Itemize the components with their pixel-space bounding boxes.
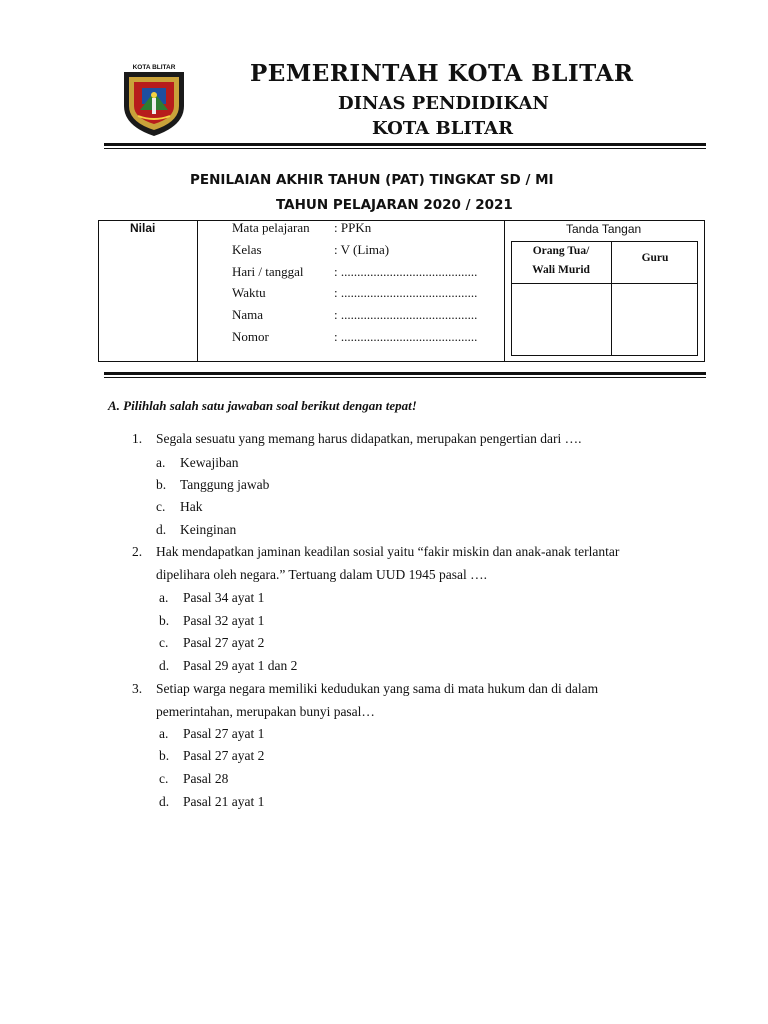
- field-label-date: Hari / tanggal: [232, 264, 304, 279]
- score-label: Nilai: [130, 221, 156, 235]
- question-text: dipelihara oleh negara.” Tertuang dalam UUD 1945 pasal ….: [156, 567, 487, 582]
- option-letter: d.: [159, 658, 170, 673]
- crest-shield-icon: [120, 62, 188, 138]
- exam-year: TAHUN PELAJARAN 2020 / 2021: [276, 197, 513, 213]
- section-divider-thick: [104, 372, 706, 375]
- option-letter: c.: [159, 771, 169, 786]
- field-value-time: : ..........................................: [334, 285, 478, 300]
- exam-title: PENILAIAN AKHIR TAHUN (PAT) TINGKAT SD / MI: [190, 172, 554, 188]
- option-text: Hak: [180, 499, 203, 514]
- option-text: Pasal 27 ayat 2: [183, 635, 265, 650]
- question-number: 1.: [132, 431, 143, 446]
- option-text: Pasal 32 ayat 1: [183, 613, 265, 628]
- field-value-class: : V (Lima): [334, 242, 390, 257]
- field-value-subject: : PPKn: [334, 220, 372, 235]
- field-label-name: Nama: [232, 307, 264, 322]
- info-divider: [197, 220, 198, 362]
- option-letter: c.: [159, 635, 169, 650]
- question-number: 3.: [132, 681, 143, 696]
- option-text: Pasal 27 ayat 1: [183, 726, 265, 741]
- option-letter: c.: [156, 499, 166, 514]
- logo-text: KOTA BLITAR: [132, 64, 176, 71]
- option-text: Tanggung jawab: [180, 477, 270, 492]
- signature-title: Tanda Tangan: [566, 222, 642, 236]
- option-letter: b.: [159, 613, 170, 628]
- field-value-name: : ..........................................: [334, 307, 478, 322]
- question-text: Hak mendapatkan jaminan keadilan sosial yaitu “fakir miskin dan anak-anak terlantar: [156, 544, 620, 559]
- option-text: Pasal 21 ayat 1: [183, 794, 265, 809]
- question-text: Setiap warga negara memiliki kedudukan yang sama di mata hukum dan di dalam: [156, 681, 599, 696]
- option-letter: d.: [159, 794, 170, 809]
- option-text: Kewajiban: [180, 455, 239, 470]
- field-label-number: Nomor: [232, 329, 269, 344]
- signature-teacher-label: Guru: [641, 252, 669, 264]
- header-divider-thick: [104, 143, 706, 146]
- city-crest-logo: [120, 62, 188, 138]
- field-label-subject: Mata pelajaran: [232, 220, 310, 235]
- option-letter: a.: [159, 590, 169, 605]
- option-letter: a.: [159, 726, 169, 741]
- signature-parent-line1: Orang Tua/: [532, 245, 590, 257]
- option-letter: b.: [156, 477, 167, 492]
- option-letter: d.: [156, 522, 167, 537]
- header-divider-thin: [104, 148, 706, 149]
- option-text: Pasal 28: [183, 771, 229, 786]
- info-divider: [504, 220, 505, 362]
- option-text: Pasal 29 ayat 1 dan 2: [183, 658, 298, 673]
- header-subtitle-department: DINAS PENDIDIKAN: [338, 93, 549, 114]
- signature-divider: [511, 283, 698, 284]
- field-label-time: Waktu: [232, 285, 266, 300]
- option-text: Pasal 27 ayat 2: [183, 748, 265, 763]
- option-letter: a.: [156, 455, 166, 470]
- field-value-date: : ..........................................: [334, 264, 478, 279]
- section-divider-thin: [104, 377, 706, 378]
- header-subtitle-city: KOTA BLITAR: [372, 118, 514, 139]
- field-value-number: : ..........................................: [334, 329, 478, 344]
- signature-parent-label: [511, 242, 611, 280]
- option-letter: b.: [159, 748, 170, 763]
- section-instruction: A. Pilihlah salah satu jawaban soal berikut dengan tepat!: [108, 398, 417, 413]
- question-number: 2.: [132, 544, 143, 559]
- option-text: Keinginan: [180, 522, 237, 537]
- field-label-class: Kelas: [232, 242, 262, 257]
- question-text: pemerintahan, merupakan bunyi pasal…: [156, 704, 375, 719]
- question-text: Segala sesuatu yang memang harus didapatkan, merupakan pengertian dari ….: [156, 431, 582, 446]
- option-text: Pasal 34 ayat 1: [183, 590, 265, 605]
- signature-parent-line2: Wali Murid: [532, 264, 590, 276]
- header-title: PEMERINTAH KOTA BLITAR: [250, 60, 634, 87]
